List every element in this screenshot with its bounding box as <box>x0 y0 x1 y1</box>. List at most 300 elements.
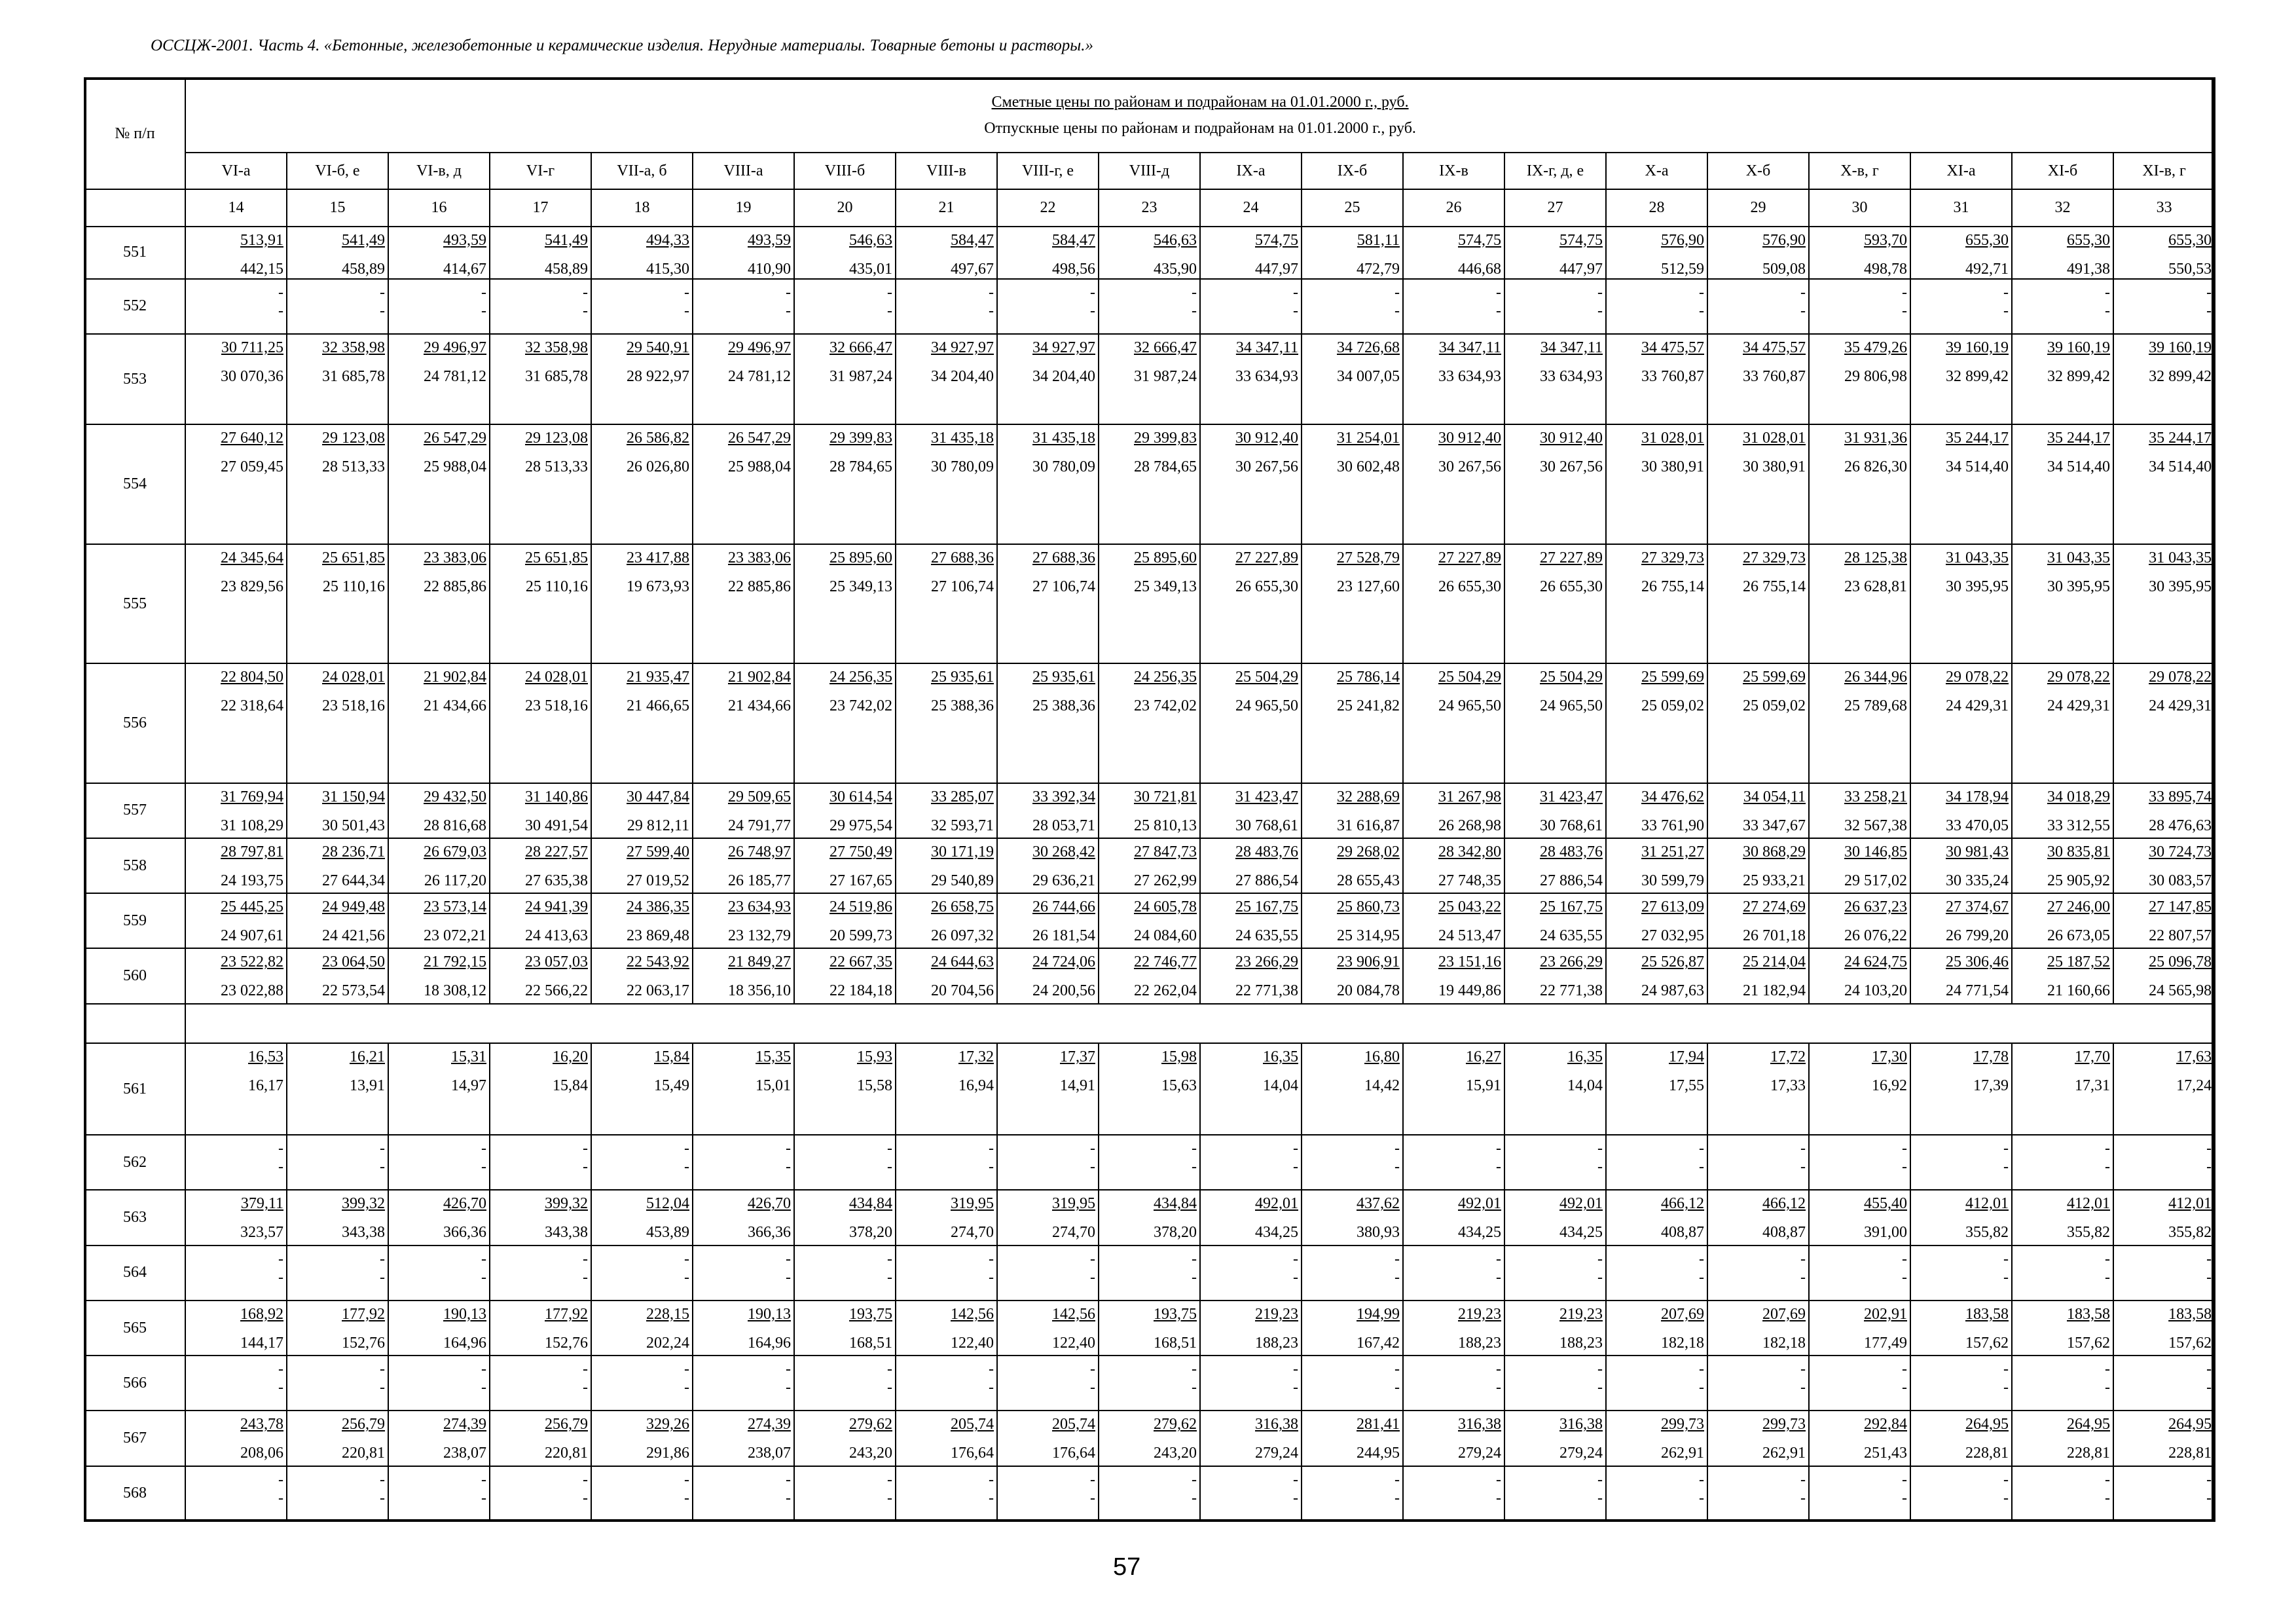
release-price: 220,81 <box>342 1445 385 1462</box>
price-cell <box>1200 424 1302 544</box>
release-price: 16,94 <box>958 1077 994 1094</box>
price-cell <box>997 1246 1099 1301</box>
estimated-price: 25 895,60 <box>1134 549 1197 566</box>
estimated-price: - <box>989 284 994 301</box>
release-price: 434,25 <box>1559 1224 1603 1242</box>
column-number: 21 <box>896 189 997 226</box>
price-cell <box>1099 948 1200 1003</box>
price-cell <box>1403 1043 1504 1135</box>
estimated-price: - <box>380 1361 385 1378</box>
estimated-price: - <box>1192 1471 1197 1488</box>
price-cell <box>388 1466 490 1521</box>
release-price: - <box>1800 302 1806 320</box>
release-price: 14,91 <box>1060 1077 1095 1094</box>
price-cell <box>591 1135 693 1190</box>
price-cell <box>896 1246 997 1301</box>
release-price: 378,20 <box>1154 1224 1197 1242</box>
estimated-price: 39 160,19 <box>2047 339 2110 356</box>
release-price: 27 106,74 <box>931 578 994 595</box>
estimated-price: - <box>887 284 892 301</box>
price-cell <box>693 948 794 1003</box>
release-price: - <box>2105 302 2110 320</box>
release-price: 22 063,17 <box>627 982 689 1000</box>
price-cell <box>2113 1190 2215 1245</box>
estimated-price: 21 792,15 <box>424 953 486 971</box>
price-cell <box>1099 334 1200 424</box>
release-price: - <box>2003 1268 2009 1286</box>
estimated-price: 27 750,49 <box>829 843 892 861</box>
release-price: 30 267,56 <box>1235 458 1298 476</box>
release-price: 176,64 <box>951 1445 994 1462</box>
column-number: 17 <box>490 189 591 226</box>
release-price: 152,76 <box>545 1334 588 1352</box>
price-cell <box>2012 1301 2113 1356</box>
price-cell <box>1200 1190 1302 1245</box>
price-cell <box>1099 544 1200 663</box>
estimated-price: 27 688,36 <box>931 549 994 566</box>
release-price: - <box>684 1158 689 1176</box>
region-header: VI-г <box>490 153 591 189</box>
estimated-price: 29 540,91 <box>627 339 689 356</box>
price-cell <box>896 227 997 279</box>
estimated-price: 25 651,85 <box>525 549 588 566</box>
release-price: 22 885,86 <box>424 578 486 595</box>
estimated-price: 15,98 <box>1161 1048 1197 1065</box>
price-cell <box>1302 1301 1403 1356</box>
estimated-price: 33 392,34 <box>1032 788 1095 805</box>
release-price: 30 395,95 <box>2047 578 2110 595</box>
release-price: 27 886,54 <box>1540 872 1603 890</box>
release-price: 18 356,10 <box>728 982 791 1000</box>
column-number: 24 <box>1200 189 1302 226</box>
release-price: - <box>1192 1158 1197 1176</box>
price-cell <box>2012 544 2113 663</box>
estimated-price: 27 847,73 <box>1134 843 1197 861</box>
table-row <box>84 279 2215 334</box>
price-cell <box>591 893 693 948</box>
estimated-price: 26 586,82 <box>627 430 689 447</box>
release-price: 22 573,54 <box>322 982 385 1000</box>
price-cell <box>591 227 693 279</box>
row-number: 562 <box>84 1135 185 1190</box>
release-price: 25 810,13 <box>1134 817 1197 834</box>
release-price: 472,79 <box>1357 260 1400 278</box>
release-price: 34 204,40 <box>1032 368 1095 385</box>
price-cell <box>1809 663 1910 783</box>
release-price: - <box>1496 1379 1501 1397</box>
release-price: - <box>1902 1489 1907 1507</box>
row-number: 556 <box>84 663 185 783</box>
release-price: 24 635,55 <box>1540 927 1603 945</box>
estimated-price: 207,69 <box>1762 1305 1806 1323</box>
price-cell <box>1809 1356 1910 1411</box>
estimated-price: 22 667,35 <box>829 953 892 971</box>
price-cell <box>794 1466 896 1521</box>
estimated-price: 30 146,85 <box>1844 843 1907 861</box>
price-cell <box>1403 1135 1504 1190</box>
price-cell <box>1403 783 1504 838</box>
price-cell <box>2113 1356 2215 1411</box>
price-cell <box>185 227 287 279</box>
price-cell <box>1302 838 1403 893</box>
price-cell <box>997 783 1099 838</box>
release-price: 22 184,18 <box>829 982 892 1000</box>
estimated-price: 546,63 <box>849 231 892 249</box>
estimated-price: 219,23 <box>1559 1305 1603 1323</box>
release-price: 19 449,86 <box>1438 982 1501 1000</box>
price-cell <box>287 424 388 544</box>
release-price: 447,97 <box>1255 260 1298 278</box>
estimated-price: - <box>380 284 385 301</box>
price-cell <box>693 544 794 663</box>
price-cell <box>1302 544 1403 663</box>
price-cell <box>1504 1190 1606 1245</box>
estimated-price: - <box>583 1140 588 1158</box>
release-price: - <box>1496 1268 1501 1286</box>
estimated-price: 24 256,35 <box>1134 669 1197 686</box>
price-cell <box>2012 227 2113 279</box>
release-price: 13,91 <box>350 1077 385 1094</box>
row-number: 552 <box>84 279 185 334</box>
price-cell <box>1302 1190 1403 1245</box>
estimated-price: - <box>684 1361 689 1378</box>
price-cell <box>1910 663 2012 783</box>
estimated-price: - <box>1699 1471 1704 1488</box>
price-cell <box>693 663 794 783</box>
region-header: XI-а <box>1910 153 2012 189</box>
release-price: 220,81 <box>545 1445 588 1462</box>
release-price: 492,71 <box>1965 260 2009 278</box>
price-cell <box>388 838 490 893</box>
estimated-price: - <box>1192 1140 1197 1158</box>
release-price: 17,39 <box>1973 1077 2009 1094</box>
price-cell <box>1302 893 1403 948</box>
price-cell <box>794 838 896 893</box>
price-cell <box>1809 1043 1910 1135</box>
price-cell <box>1809 838 1910 893</box>
price-cell <box>1403 663 1504 783</box>
estimated-price: 24 345,64 <box>221 549 283 566</box>
estimated-price: - <box>1394 1471 1400 1488</box>
release-price: - <box>1699 1158 1704 1176</box>
estimated-price: - <box>481 1250 486 1268</box>
release-price: 414,67 <box>443 260 486 278</box>
release-price: - <box>1192 1268 1197 1286</box>
price-cell <box>185 279 287 334</box>
release-price: 228,81 <box>2067 1445 2110 1462</box>
price-cell <box>490 334 591 424</box>
release-price: 144,17 <box>240 1334 283 1352</box>
release-price: 30 267,56 <box>1438 458 1501 476</box>
estimated-price: - <box>2003 1140 2009 1158</box>
estimated-price: 28 483,76 <box>1235 843 1298 861</box>
region-header: VI-а <box>185 153 287 189</box>
estimated-price: 25 306,46 <box>1946 953 2009 971</box>
release-price: - <box>786 302 791 320</box>
row-number: 553 <box>84 334 185 424</box>
estimated-price: 35 479,26 <box>1844 339 1907 356</box>
estimated-price: 28 227,57 <box>525 843 588 861</box>
estimated-price: 15,31 <box>451 1048 486 1065</box>
price-cell <box>1504 1135 1606 1190</box>
release-price: - <box>2003 1158 2009 1176</box>
release-price: 26 673,05 <box>2047 927 2110 945</box>
release-price: - <box>684 1379 689 1397</box>
table-row <box>84 1135 2215 1190</box>
price-cell <box>1504 424 1606 544</box>
estimated-price: 23 522,82 <box>221 953 283 971</box>
release-price: 16,92 <box>1872 1077 1907 1094</box>
price-cell <box>1504 1043 1606 1135</box>
release-price: 16,17 <box>248 1077 283 1094</box>
estimated-price: - <box>380 1140 385 1158</box>
estimated-price: - <box>1293 1471 1298 1488</box>
row-number: 559 <box>84 893 185 948</box>
release-price: 25 241,82 <box>1337 697 1400 715</box>
estimated-price: - <box>1293 1140 1298 1158</box>
price-cell <box>1606 1411 1707 1466</box>
estimated-price: 24 724,06 <box>1032 953 1095 971</box>
table-row <box>84 783 2215 838</box>
estimated-price: - <box>1800 1361 1806 1378</box>
price-cell <box>2012 1246 2113 1301</box>
price-cell <box>185 783 287 838</box>
release-price: 17,24 <box>2176 1077 2212 1094</box>
estimated-price: 31 423,47 <box>1540 788 1603 805</box>
price-cell <box>490 1043 591 1135</box>
price-cell <box>388 1043 490 1135</box>
estimated-price: 25 043,22 <box>1438 898 1501 916</box>
price-cell <box>490 783 591 838</box>
estimated-price: 27 329,73 <box>1641 549 1704 566</box>
estimated-price: 23 266,29 <box>1540 953 1603 971</box>
region-header: VIII-а <box>693 153 794 189</box>
estimated-price: - <box>278 1471 283 1488</box>
release-price: 244,95 <box>1357 1445 1400 1462</box>
release-price: - <box>481 302 486 320</box>
release-price: 26 097,32 <box>931 927 994 945</box>
release-price: 27 059,45 <box>221 458 283 476</box>
price-cell <box>287 948 388 1003</box>
estimated-price: 21 902,84 <box>424 669 486 686</box>
release-price: 24 200,56 <box>1032 982 1095 1000</box>
price-cell <box>2012 663 2113 783</box>
estimated-price: 593,70 <box>1864 231 1907 249</box>
estimated-price: 34 347,11 <box>1438 339 1501 356</box>
price-cell <box>1809 1411 1910 1466</box>
price-cell <box>388 1190 490 1245</box>
price-cell <box>591 1043 693 1135</box>
estimated-price: 26 744,66 <box>1032 898 1095 916</box>
release-price: 23 127,60 <box>1337 578 1400 595</box>
release-price: 33 634,93 <box>1540 368 1603 385</box>
estimated-price: 27 227,89 <box>1235 549 1298 566</box>
price-cell <box>1403 1466 1504 1521</box>
estimated-price: 243,78 <box>240 1416 283 1433</box>
release-price: 27 635,38 <box>525 872 588 890</box>
price-cell <box>1302 783 1403 838</box>
estimated-price: 492,01 <box>1255 1195 1298 1213</box>
price-cell <box>1910 948 2012 1003</box>
release-price: 31 616,87 <box>1337 817 1400 834</box>
release-price: 24 429,31 <box>2149 697 2212 715</box>
release-price: 30 501,43 <box>322 817 385 834</box>
price-cell <box>1504 838 1606 893</box>
estimated-price: - <box>887 1471 892 1488</box>
estimated-price: 190,13 <box>748 1305 791 1323</box>
release-price: 32 899,42 <box>2149 368 2212 385</box>
table-row <box>84 838 2215 893</box>
release-price: - <box>583 1489 588 1507</box>
release-price: 30 335,24 <box>1946 872 2009 890</box>
estimated-price: 26 547,29 <box>728 430 791 447</box>
estimated-price: 15,93 <box>857 1048 892 1065</box>
region-header: VI-в, д <box>388 153 490 189</box>
estimated-price: 22 543,92 <box>627 953 689 971</box>
price-cell <box>1707 838 1809 893</box>
price-cell <box>287 279 388 334</box>
estimated-price: 25 445,25 <box>221 898 283 916</box>
price-cell <box>185 544 287 663</box>
estimated-price: 25 860,73 <box>1337 898 1400 916</box>
release-price: 447,97 <box>1559 260 1603 278</box>
table-row <box>84 893 2215 948</box>
release-price: - <box>1090 1268 1095 1286</box>
release-price: - <box>684 1489 689 1507</box>
release-price: 343,38 <box>545 1224 588 1242</box>
release-price: 24 429,31 <box>1946 697 2009 715</box>
release-price: - <box>2105 1379 2110 1397</box>
price-cell <box>1099 1411 1200 1466</box>
estimated-price: 31 043,35 <box>2047 549 2110 566</box>
estimated-price: 29 432,50 <box>424 788 486 805</box>
estimated-price: 27 227,89 <box>1438 549 1501 566</box>
release-price: 33 634,93 <box>1438 368 1501 385</box>
price-cell <box>1099 279 1200 334</box>
price-cell <box>1099 663 1200 783</box>
price-cell <box>1302 279 1403 334</box>
price-cell <box>490 838 591 893</box>
estimated-price: 434,84 <box>1154 1195 1197 1213</box>
release-price: - <box>989 1158 994 1176</box>
release-price: 262,91 <box>1762 1445 1806 1462</box>
release-price: - <box>887 1158 892 1176</box>
price-cell <box>1910 1411 2012 1466</box>
release-price: 279,24 <box>1255 1445 1298 1462</box>
release-price: 28 784,65 <box>829 458 892 476</box>
price-cell <box>1910 334 2012 424</box>
release-price: 30 780,09 <box>931 458 994 476</box>
estimated-price: 455,40 <box>1864 1195 1907 1213</box>
estimated-price: 23 634,93 <box>728 898 791 916</box>
price-cell <box>1099 783 1200 838</box>
release-price: - <box>1394 1489 1400 1507</box>
release-price: - <box>887 1489 892 1507</box>
estimated-price: 31 028,01 <box>1641 430 1704 447</box>
release-price: 22 771,38 <box>1540 982 1603 1000</box>
release-price: - <box>1496 302 1501 320</box>
release-price: 355,82 <box>2067 1224 2110 1242</box>
price-cell <box>1606 334 1707 424</box>
release-price: 24 635,55 <box>1235 927 1298 945</box>
release-price: 26 655,30 <box>1540 578 1603 595</box>
release-price: 30 380,91 <box>1641 458 1704 476</box>
title-line-estimated: Сметные цены по районам и подрайонам на 01.01.2000 г., руб. <box>991 94 1409 111</box>
price-cell <box>185 1043 287 1135</box>
estimated-price: 27 274,69 <box>1743 898 1806 916</box>
release-price: 26 026,80 <box>627 458 689 476</box>
estimated-price: 16,35 <box>1263 1048 1298 1065</box>
table-header-row <box>84 78 2215 153</box>
price-cell <box>1200 1246 1302 1301</box>
release-price: 274,70 <box>1052 1224 1095 1242</box>
release-price: 17,33 <box>1770 1077 1806 1094</box>
release-price: - <box>1192 1379 1197 1397</box>
estimated-price: 30 835,81 <box>2047 843 2110 861</box>
price-cell <box>1504 1246 1606 1301</box>
release-price: 23 869,48 <box>627 927 689 945</box>
release-price: 152,76 <box>342 1334 385 1352</box>
price-cell <box>1403 838 1504 893</box>
estimated-price: - <box>2206 1361 2212 1378</box>
estimated-price: 28 797,81 <box>221 843 283 861</box>
release-price: 415,30 <box>646 260 689 278</box>
price-cell <box>1302 1356 1403 1411</box>
price-cell <box>1099 1043 1200 1135</box>
release-price: 24 429,31 <box>2047 697 2110 715</box>
estimated-price: - <box>786 1471 791 1488</box>
estimated-price: - <box>1496 284 1501 301</box>
release-price: 167,42 <box>1357 1334 1400 1352</box>
release-price: 380,93 <box>1357 1224 1400 1242</box>
price-cell <box>2012 279 2113 334</box>
estimated-price: 25 167,75 <box>1540 898 1603 916</box>
release-price: 31 987,24 <box>829 368 892 385</box>
estimated-price: 541,49 <box>545 231 588 249</box>
estimated-price: 466,12 <box>1661 1195 1704 1213</box>
price-cell <box>1809 948 1910 1003</box>
estimated-price: 32 666,47 <box>1134 339 1197 356</box>
price-cell <box>490 1190 591 1245</box>
price-cell <box>997 334 1099 424</box>
release-price: 188,23 <box>1458 1334 1501 1352</box>
release-price: 19 673,93 <box>627 578 689 595</box>
price-cell <box>1504 279 1606 334</box>
estimated-price: 219,23 <box>1458 1305 1501 1323</box>
price-cell <box>1504 1466 1606 1521</box>
estimated-price: - <box>1902 1250 1907 1268</box>
release-price: - <box>1090 1489 1095 1507</box>
release-price: - <box>1699 1489 1704 1507</box>
price-cell <box>490 663 591 783</box>
row-number: 567 <box>84 1411 185 1466</box>
row-number: 557 <box>84 783 185 838</box>
release-price: - <box>1800 1268 1806 1286</box>
release-price: 30 395,95 <box>1946 578 2009 595</box>
price-cell <box>1707 1356 1809 1411</box>
price-cell <box>1606 893 1707 948</box>
release-price: 355,82 <box>2168 1224 2212 1242</box>
price-cell <box>1099 1466 1200 1521</box>
row-number: 555 <box>84 544 185 663</box>
estimated-price: - <box>1394 1250 1400 1268</box>
release-price: 408,87 <box>1762 1224 1806 1242</box>
estimated-price: 15,84 <box>654 1048 689 1065</box>
release-price: - <box>1597 1268 1603 1286</box>
price-cell <box>1200 334 1302 424</box>
estimated-price: - <box>1394 1361 1400 1378</box>
estimated-price: 27 688,36 <box>1032 549 1095 566</box>
